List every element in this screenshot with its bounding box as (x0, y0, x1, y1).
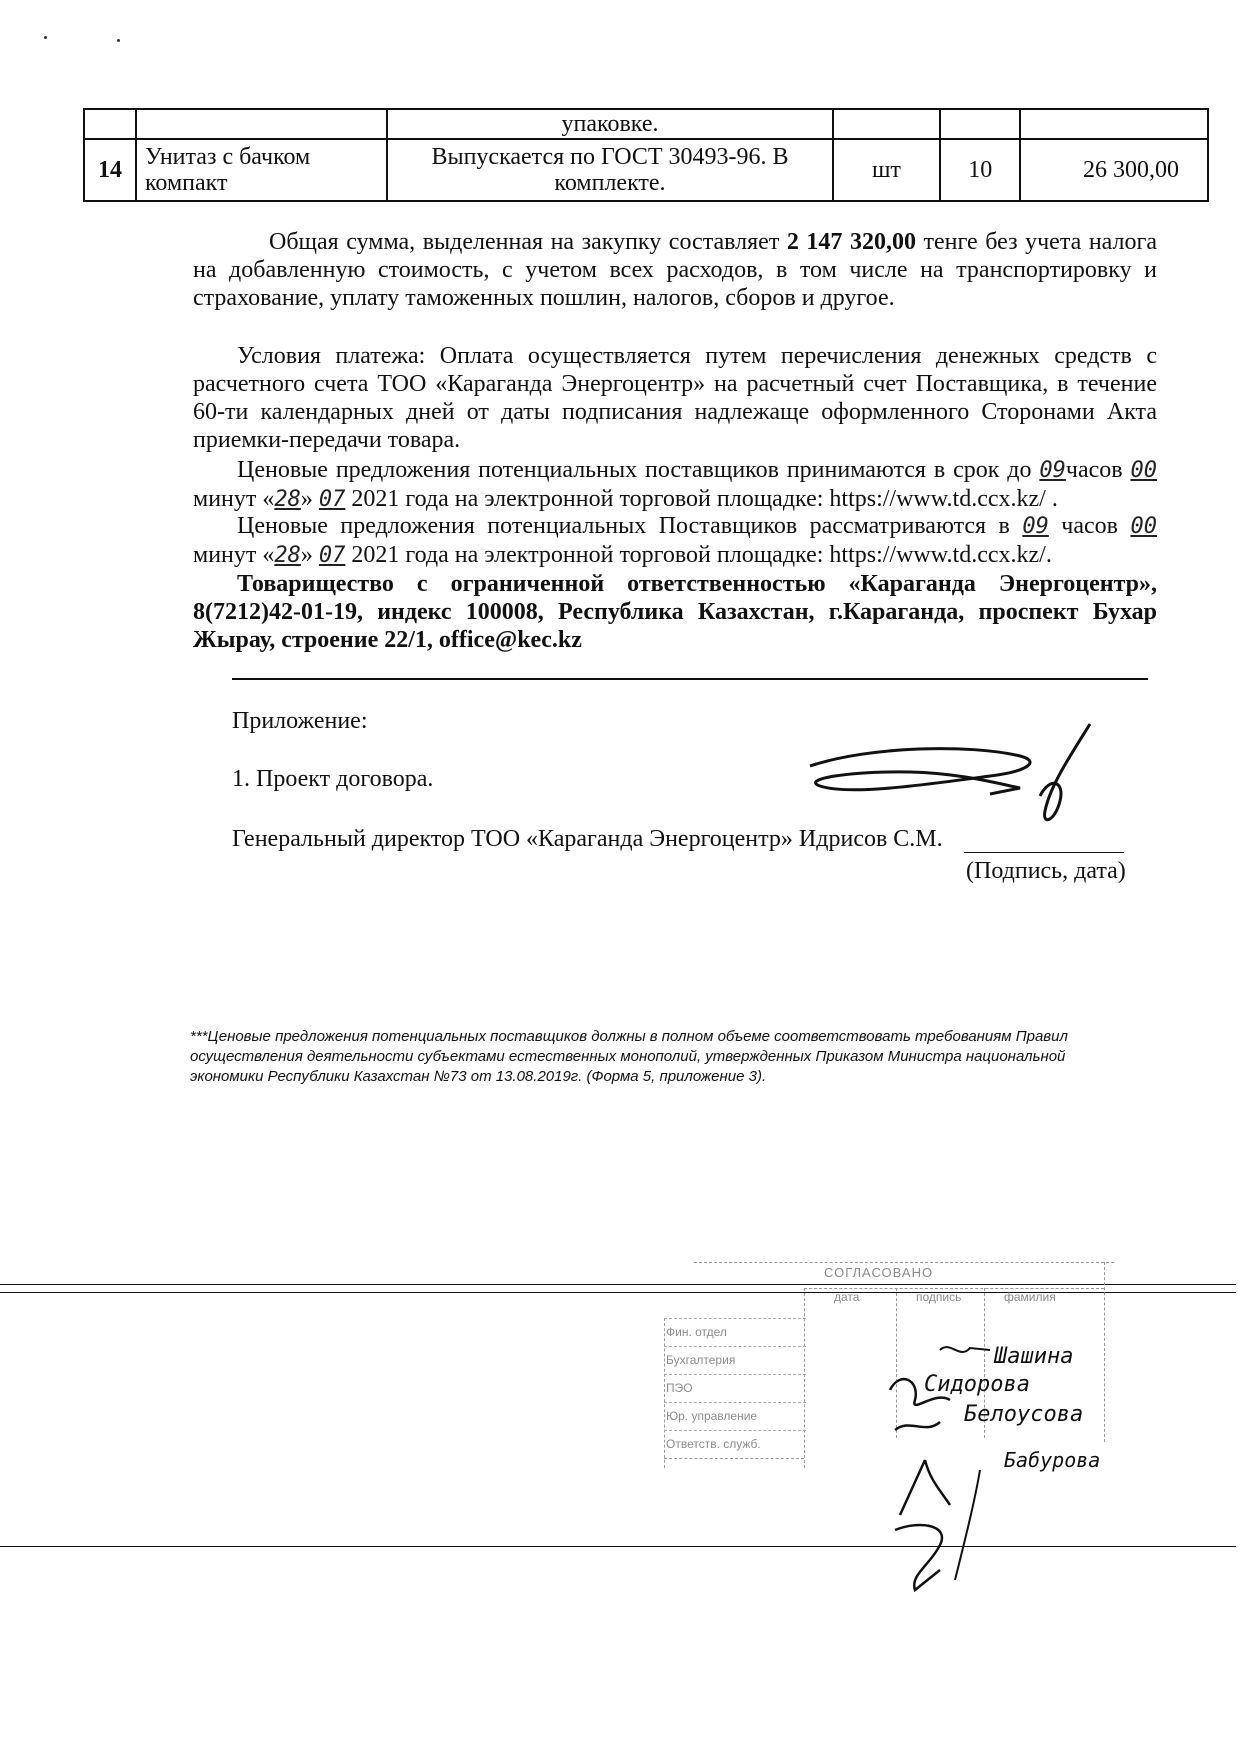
footnote: ***Ценовые предложения потенциальных поставщиков должны в полном объеме соответствовать требованиям Правил осуществления деятельности субъектами естественных монополий, утвержденных Приказом Министра национальной экономики Республики Казахстан №73 от 13.08.2019г. (Форма 5, приложение 3). (190, 1028, 1068, 1085)
cell-number (84, 109, 136, 139)
items-table (83, 108, 1209, 202)
cell-quantity (940, 109, 1020, 139)
stamp-row-label: ПЭО (664, 1374, 806, 1401)
handwritten-name: Шашина (994, 1344, 1074, 1369)
cell-amount (1020, 109, 1208, 139)
stamp-col-sign: подпись (916, 1290, 962, 1304)
handwritten-hour: 09 (1039, 458, 1066, 483)
stamp-row-label: Фин. отдел (664, 1318, 806, 1345)
cell-number: 14 (84, 139, 136, 201)
stamp-border (804, 1288, 1104, 1289)
signature-caption: (Подпись, дата) (966, 858, 1126, 884)
cell-amount: 26 300,00 (1020, 139, 1208, 201)
signature-drawing (790, 716, 1130, 836)
cell-name: Унитаз с бачком компакт (136, 139, 388, 201)
cell-description: упаковке. (387, 109, 832, 139)
stamp-col-name: фамилия (1004, 1290, 1056, 1304)
total-paragraph: Общая сумма, выделенная на закупку составляет 2 147 320,00 тенге без учета налога на добавленную стоимость, с учетом всех расходов, в том числе на транспортировку и страхование, уплату таможенных пошлин, налогов, сборов и другое. (193, 229, 1157, 311)
handwritten-day: 28 (274, 487, 301, 512)
stamp-border (694, 1262, 1114, 1263)
handwritten-name: Бабурова (1004, 1448, 1101, 1472)
table-row (84, 109, 1208, 139)
handwritten-name: Белоусова (964, 1402, 1084, 1427)
cell-unit: шт (833, 139, 941, 201)
stamp-row-label: Юр. управление (664, 1402, 806, 1429)
cell-description: Выпускается по ГОСТ 30493-96. В комплекте. (387, 139, 832, 201)
handwritten-month: 07 (318, 543, 346, 568)
appendix-item: 1. Проект договора. (232, 766, 434, 792)
signature-underline (964, 852, 1124, 853)
handwritten-minute: 00 (1130, 458, 1157, 483)
payment-terms: Условия платежа: Оплата осуществляется путем перечисления денежных средств с расчетного счета ТОО «Караганда Энергоцентр» на расчетный счет Поставщика, в течение 60-ти календарных дней от даты подписания надлежаще оформленного Сторонами Акта приемки-передачи товара. (193, 343, 1157, 453)
separator-line (232, 678, 1148, 680)
handwritten-minute: 00 (1130, 514, 1157, 539)
approval-signatures (880, 1330, 1100, 1620)
stamp-row-label: Ответств. служб. (664, 1430, 806, 1457)
stamp-title: СОГЛАСОВАНО (824, 1265, 934, 1280)
handwritten-day: 28 (274, 543, 301, 568)
signatory-name: Генеральный директор ТОО «Караганда Энергоцентр» Идрисов С.М. (232, 826, 943, 852)
handwritten-hour: 09 (1022, 514, 1049, 539)
scan-speck (117, 39, 120, 42)
review-date: Ценовые предложения потенциальных Поставщиков рассматриваются в 09 часов 00 минут «28» 07 2021 года на электронной торговой площадке: https://www.td.ccx.kz/. (193, 513, 1157, 568)
total-amount: 2 147 320,00 (786, 229, 916, 255)
stamp-row-label: Бухгалтерия (664, 1346, 806, 1373)
stamp-border (1104, 1262, 1105, 1442)
cell-unit (833, 109, 941, 139)
signatory-line (232, 826, 943, 853)
scan-speck (44, 36, 47, 39)
handwritten-name: Сидорова (924, 1372, 1030, 1397)
cell-quantity: 10 (940, 139, 1020, 201)
stamp-border (664, 1458, 804, 1459)
appendix-title: Приложение: (232, 708, 368, 734)
handwritten-month: 07 (318, 487, 346, 512)
cell-name (136, 109, 388, 139)
organizer-details: Товарищество с ограниченной ответственностью «Караганда Энергоцентр», 8(7212)42-01-19, индекс 100008, Республика Казахстан, г.Караганда, проспект Бухар Жырау, строение 22/1, office@kec.kz (193, 571, 1157, 653)
table-row (84, 139, 1208, 201)
accept-deadline: Ценовые предложения потенциальных поставщиков принимаются в срок до 09часов 00 минут «28» 07 2021 года на электронной торговой площадке: https://www.td.ccx.kz/ . (193, 457, 1157, 512)
stamp-col-date: дата (834, 1290, 860, 1304)
